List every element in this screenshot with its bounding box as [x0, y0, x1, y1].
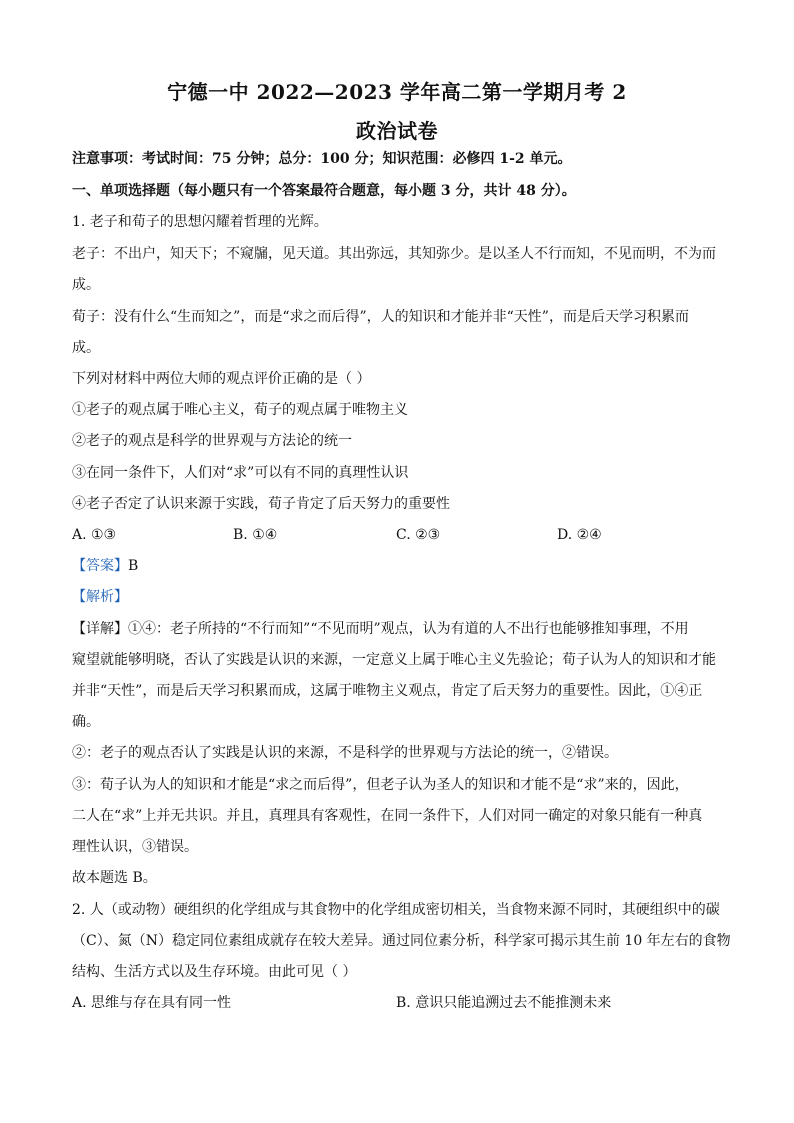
answer-value: B: [128, 558, 139, 574]
analysis-tag: 【解析】: [72, 589, 128, 605]
q2-option-a: A. 思维与存在具有同一性: [72, 995, 232, 1011]
q1-option-c: C. ②③: [396, 527, 441, 543]
q2-stem-line-2: （C）、氮（N）稳定同位素组成就存在较大差异。通过同位素分析，科学家可揭示其生前 10 年左右的食物: [72, 933, 731, 949]
q1-option-b: B. ①④: [233, 527, 278, 543]
q1-detail-line-1: [72, 620, 724, 638]
exam-subtitle: 政治试卷: [356, 119, 438, 143]
q1-xunzi-line-1: 荀子：没有什么“生而知之”，而是“求之而后得”，人的知识和才能并非“天性”，而是后天学习积累而: [72, 309, 689, 325]
q1-xunzi-line-2: 成。: [72, 340, 100, 356]
q2-stem-line-1: 2. 人（或动物）硬组织的化学组成与其食物中的化学组成密切相关，当食物来源不同时，其硬组织中的碳: [72, 902, 720, 918]
answer-tag: 【答案】: [72, 558, 128, 574]
q1-statement-3: ③在同一条件下，人们对“求”可以有不同的真理性认识: [72, 465, 409, 481]
q1-detail-line-7: 二人在“求”上并无共识。并且，真理具有客观性，在同一条件下，人们对同一确定的对象只能有一种真: [72, 808, 703, 824]
q2-stem-line-3: 结构、生活方式以及生存环境。由此可见（ ）: [72, 964, 357, 980]
section-heading: 一、单项选择题（每小题只有一个答案最符合题意，每小题 3 分，共计 48 分）。: [72, 183, 576, 199]
q1-option-d: D. ②④: [557, 527, 602, 543]
q1-detail-line-3: 并非“天性”，而是后天学习积累而成，这属于唯物主义观点，肯定了后天努力的重要性。因此，①④正: [72, 683, 703, 699]
q1-answer: [72, 557, 724, 575]
q1-option-a: A. ①③: [72, 527, 117, 543]
detail-tag: 【详解】: [72, 621, 128, 637]
q1-question: 下列对材料中两位大师的观点评价正确的是（ ）: [72, 371, 371, 387]
q1-conclusion: 故本题选 B。: [72, 870, 157, 886]
q2-option-b: B. 意识只能追溯过去不能推测未来: [396, 995, 612, 1011]
q1-detail-line-4: 确。: [72, 714, 100, 730]
exam-notice: 注意事项：考试时间：75 分钟；总分：100 分；知识范围：必修四 1-2 单元。: [72, 151, 572, 167]
q1-statement-2: ②老子的观点是科学的世界观与方法论的统一: [72, 433, 352, 449]
q1-detail-line-2: 窥望就能够明晓，否认了实践是认识的来源，一定意义上属于唯心主义先验论；荀子认为人的知识和才能: [72, 652, 716, 668]
exam-title: 宁德一中 2022—2023 学年高二第一学期月考 2: [167, 80, 627, 104]
q1-statement-4: ④老子否定了认识来源于实践，荀子肯定了后天努力的重要性: [72, 496, 450, 512]
q1-laozi-line-2: 成。: [72, 277, 100, 293]
q1-statement-1: ①老子的观点属于唯心主义，荀子的观点属于唯物主义: [72, 402, 408, 418]
detail-text-1: ①④：老子所持的“不行而知”“不见而明”观点，认为有道的人不出行也能够推知事理，不用: [128, 621, 689, 637]
q1-detail-line-8: 理性认识，③错误。: [72, 839, 198, 855]
q1-stem: 1. 老子和荀子的思想闪耀着哲理的光辉。: [72, 214, 328, 230]
q1-analysis-heading: [72, 588, 724, 606]
q1-detail-line-6: ③：荀子认为人的知识和才能是“求之而后得”，但老子认为圣人的知识和才能不是“求”来的，因此，: [72, 777, 689, 793]
q1-detail-line-5: ②：老子的观点否认了实践是认识的来源，不是科学的世界观与方法论的统一，②错误。: [72, 745, 618, 761]
q1-laozi-line-1: 老子：不出户，知天下；不窥牖，见天道。其出弥远，其知弥少。是以圣人不行而知，不见而明，不为而: [72, 246, 716, 262]
